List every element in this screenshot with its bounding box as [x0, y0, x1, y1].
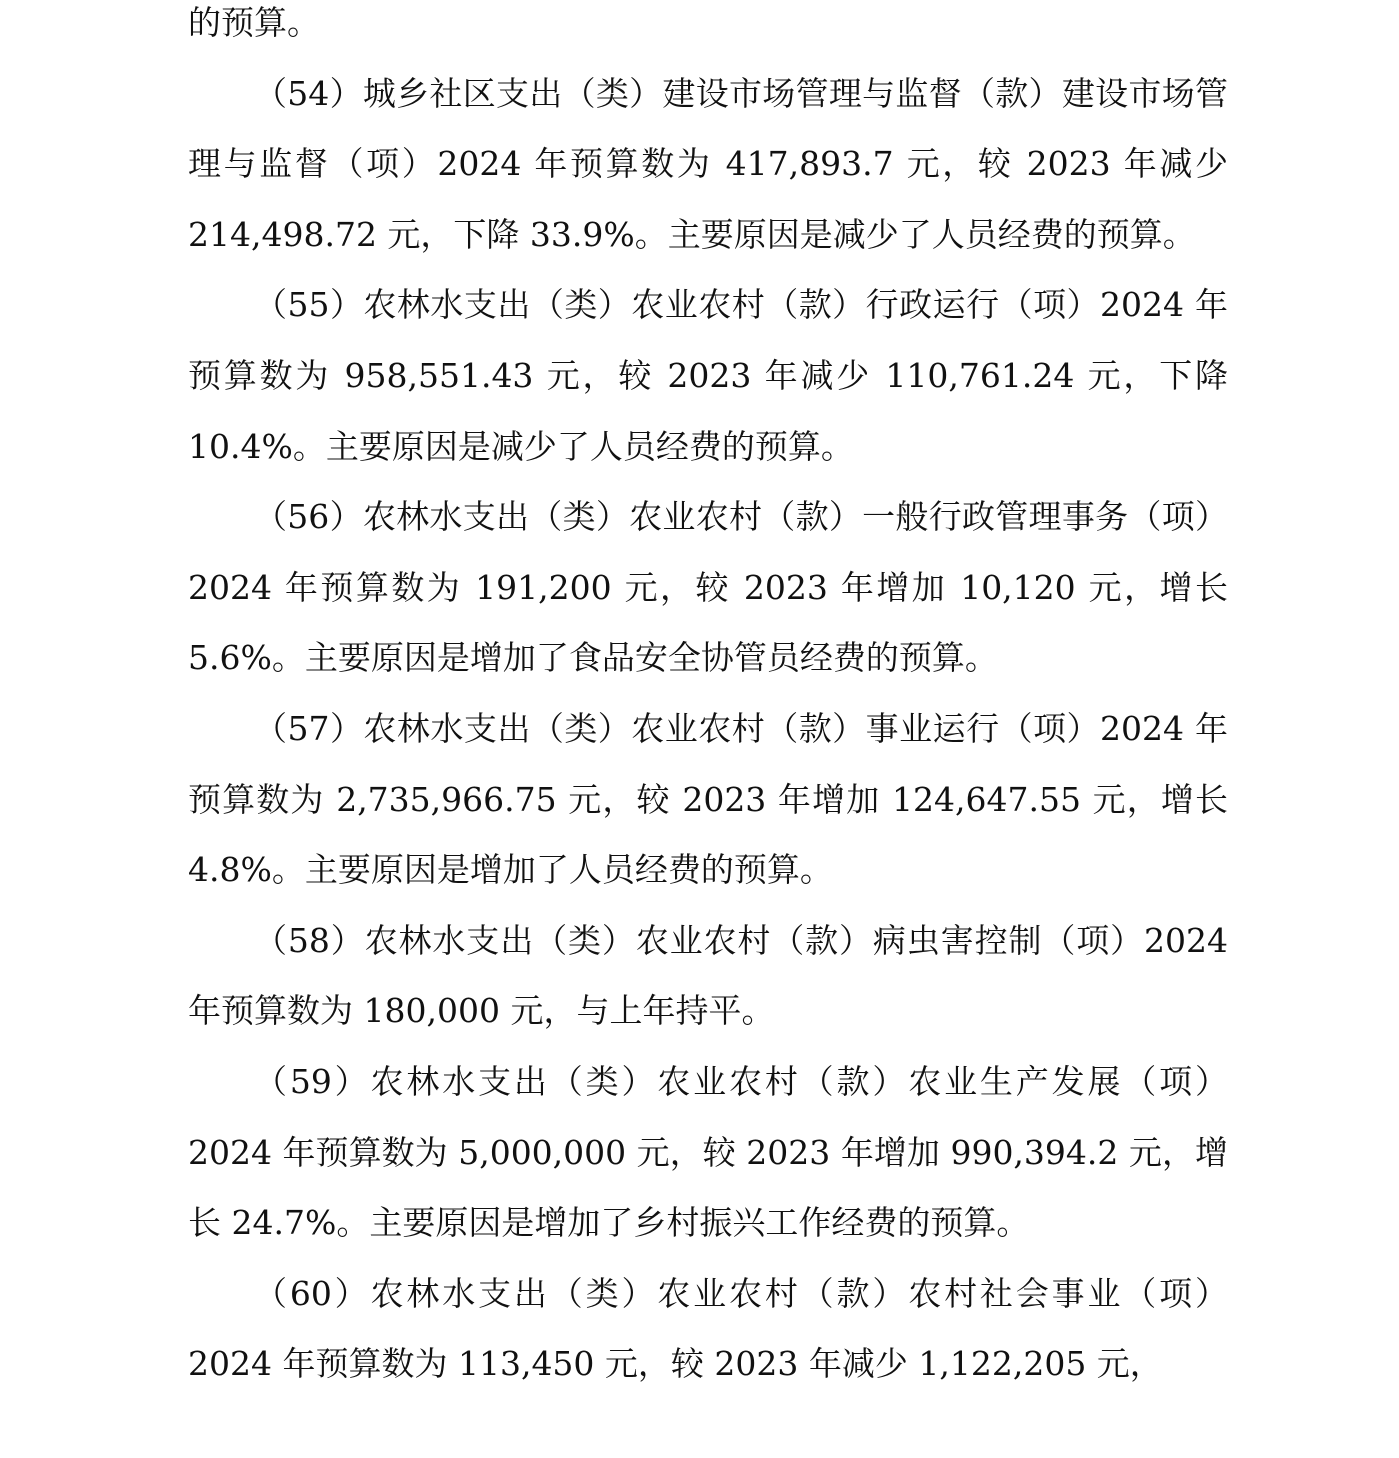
paragraph-59: （59）农林水支出（类）农业农村（款）农业生产发展（项）2024 年预算数为 5,000,000 元，较 2023 年增加 990,394.2 元，增长 24.7%。主要原因是增加了乡村振兴工作经费的预算。 [188, 1061, 1228, 1243]
paragraph-55: （55）农林水支出（类）农业农村（款）行政运行（项）2024 年预算数为 958,551.43 元，较 2023 年减少 110,761.24 元，下降 10.4%。主要原因是减少了人员经费的预算。 [188, 285, 1228, 466]
paragraph-list [188, 0, 1228, 1400]
paragraph-54: （54）城乡社区支出（类）建设市场管理与监督（款）建设市场管理与监督（项）2024 年预算数为 417,893.7 元，较 2023 年减少 214,498.72 元，下降 33.9%。主要原因是减少了人员经费的预算。 [188, 73, 1228, 254]
paragraph-60: （60）农林水支出（类）农业农村（款）农村社会事业（项）2024 年预算数为 113,450 元，较 2023 年减少 1,122,205 元， [188, 1273, 1228, 1384]
paragraph-56: （56）农林水支出（类）农业农村（款）一般行政管理事务（项）2024 年预算数为 191,200 元，较 2023 年增加 10,120 元，增长 5.6%。主要原因是增加了食品安全协管员经费的预算。 [188, 497, 1228, 678]
paragraph-53-continuation: 的预算。 [188, 3, 320, 42]
paragraph-58: （58）农林水支出（类）农业农村（款）病虫害控制（项）2024 年预算数为 180,000 元，与上年持平。 [188, 920, 1228, 1031]
paragraph-57: （57）农林水支出（类）农业农村（款）事业运行（项）2024 年预算数为 2,735,966.75 元，较 2023 年增加 124,647.55 元，增长 4.8%。主要原因是增加了人员经费的预算。 [188, 708, 1228, 890]
document-body [188, 0, 1228, 1412]
